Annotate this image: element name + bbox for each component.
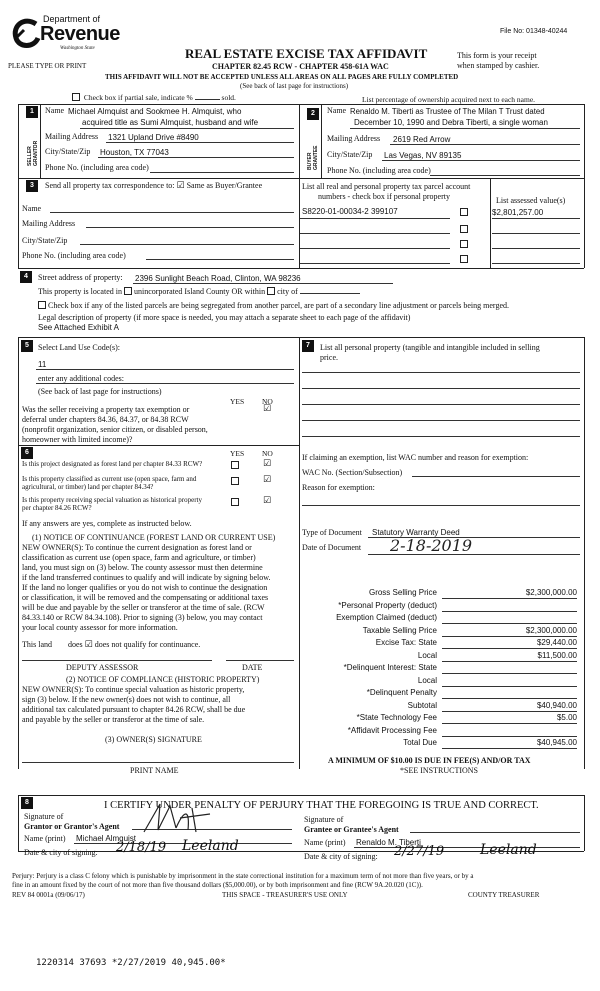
tax-row: Taxable Selling Price $2,300,000.00 <box>362 625 577 635</box>
grantee-sig-label1: Signature of <box>304 815 344 824</box>
buyer-name-line2[interactable]: December 10, 1990 and Debra Tiberti, a single woman <box>354 118 548 127</box>
section-5-badge: 5 <box>21 340 33 352</box>
if-yes-text: If any answers are yes, complete as instructed below. <box>22 519 192 528</box>
parcel-header2: numbers - check box if personal property <box>318 192 450 201</box>
s6-yes-header: YES <box>230 449 245 458</box>
perjury-line1: Perjury: Perjury is a class C felony which is punishable by imprisonment in the state correctional institution for a maximum term of not more than five years, or by a <box>12 872 474 880</box>
forest-no-checkbox[interactable]: ☑ <box>263 459 272 469</box>
dept-line1: Department of <box>43 14 101 24</box>
reason-label: Reason for exemption: <box>302 483 375 492</box>
perjury-line2: fine in an amount fixed by the court of not more than five thousand dollars ($5,000.00), or by both imprisonment and fine (RCW 9A.20.020 (1C)). <box>12 881 423 889</box>
street-label: Street address of property: <box>38 273 123 282</box>
grantor-sig-label1: Signature of <box>24 812 64 821</box>
tax-row: Exemption Claimed (deduct) <box>302 613 582 626</box>
file-number: File No: 01348-40244 <box>500 28 568 35</box>
exemption-q4: homeowner with limited income)? <box>22 435 133 444</box>
buyer-city-label: City/State/Zip <box>327 150 373 159</box>
grantee-name-label: Name (print) <box>304 838 346 847</box>
s5-yes-header: YES <box>230 397 245 406</box>
assessed-value[interactable]: $2,801,257.00 <box>492 208 544 217</box>
tax-row: Local $11,500.00 <box>417 650 577 660</box>
section-6-badge: 6 <box>21 447 33 459</box>
parcel-checkbox-2[interactable] <box>460 225 468 233</box>
city-checkbox[interactable] <box>267 287 275 295</box>
grantee-city-value[interactable]: Leeland <box>480 842 537 858</box>
notice-compliance: (2) NOTICE OF COMPLIANCE (HISTORIC PROPERTY) NEW OWNER(S): To continue special valuation as historic property, sign (3) below. If the new owner(s) does not wish to continue, all additional tax calculated pursuant to chapter 84.26 RCW, shall be due and payable by the seller or transferor at the time of sale. <box>22 675 260 724</box>
doc-type-label: Type of Document <box>302 528 362 537</box>
section-1-badge: 1 <box>26 106 38 118</box>
land-use-code[interactable]: 11 <box>38 360 47 369</box>
buyer-phone-label: Phone No. (including area code) <box>327 166 431 175</box>
partial-sale-label: Check box if partial sale, indicate % sold. <box>72 92 236 103</box>
exemption-q1: Was the seller receiving a property tax exemption or <box>22 405 190 414</box>
buyer-mailing-label: Mailing Address <box>327 134 381 143</box>
seller-side-label: SELLER GRANTOR <box>27 140 39 166</box>
grantee-date-label: Date & city of signing: <box>304 852 378 861</box>
s6-no-header: NO <box>262 449 273 458</box>
current-use-yes-checkbox[interactable] <box>231 477 239 485</box>
s3-city-label: City/State/Zip <box>22 236 68 245</box>
see-instructions: *SEE INSTRUCTIONS <box>400 766 479 775</box>
owner-signature-label: (3) OWNER(S) SIGNATURE <box>105 735 202 744</box>
historic-yes-checkbox[interactable] <box>231 498 239 506</box>
seller-city-value[interactable]: Houston, TX 77043 <box>100 148 169 157</box>
logo <box>10 14 130 68</box>
ownership-note: List percentage of ownership acquired next to each name. <box>362 95 536 104</box>
grantor-name-value[interactable]: Michael Almquist <box>76 834 137 843</box>
grantee-sig-label2: Grantee or Grantee's Agent <box>304 825 399 834</box>
located-text: This property is located in unincorporated Island County OR within city of <box>38 286 360 297</box>
wac-no-label: WAC No. (Section/Subsection) <box>302 468 403 477</box>
form-title: REAL ESTATE EXCISE TAX AFFIDAVIT <box>185 46 428 61</box>
segregated-checkbox[interactable] <box>38 301 46 309</box>
rev-number: REV 84 0001a (09/06/17) <box>12 891 85 899</box>
grantor-sig-label2: Grantor or Grantor's Agent <box>24 822 120 831</box>
warning-text: THIS AFFIDAVIT WILL NOT BE ACCEPTED UNLESS ALL AREAS ON ALL PAGES ARE FULLY COMPLETED <box>105 73 459 81</box>
seller-phone-label: Phone No. (including area code) <box>45 163 149 172</box>
grantor-date-value[interactable]: 2/18/19 <box>116 840 167 855</box>
parcel-checkbox-4[interactable] <box>460 255 468 263</box>
receipt-line2: when stamped by cashier. <box>457 61 540 70</box>
doc-date-label: Date of Document <box>302 543 362 552</box>
buyer-name-line1[interactable]: Renaldo M. Tiberti as Trustee of The Milan T Trust dated <box>350 107 545 116</box>
print-name-label: PRINT NAME <box>130 766 179 775</box>
historic-q2: per chapter 84.26 RCW? <box>22 504 92 512</box>
same-as-buyer-checkbox[interactable]: ☑ <box>176 181 185 191</box>
minimum-fee-note: A MINIMUM OF $10.00 IS DUE IN FEE(S) AND/OR TAX <box>328 756 531 765</box>
tax-row: *Affidavit Processing Fee <box>302 726 582 739</box>
treasurer-use: THIS SPACE - TREASURER'S USE ONLY <box>222 891 348 899</box>
legal-value[interactable]: See Attached Exhibit A <box>38 323 119 332</box>
grantor-name-label: Name (print) <box>24 834 66 843</box>
dept-logo-text: Revenue <box>40 23 120 45</box>
s3-phone-label: Phone No. (including area code) <box>22 251 126 260</box>
buyer-name-label: Name <box>327 106 347 115</box>
buyer-city-value[interactable]: Las Vegas, NV 89135 <box>384 151 462 160</box>
tax-row: *State Technology Fee $5.00 <box>356 713 577 722</box>
historic-q1: Is this property receiving special valuation as historical property <box>22 496 203 504</box>
forest-land-q: Is this project designated as forest land per chapter 84.33 RCW? <box>22 460 203 468</box>
additional-codes-label: enter any additional codes: <box>38 374 124 383</box>
section-8-badge: 8 <box>21 797 33 809</box>
seller-name-line2[interactable]: acquired title as Sumi Almquist, husband and wife <box>82 118 259 127</box>
partial-sale-checkbox[interactable] <box>72 93 80 101</box>
notice-continuance: (1) NOTICE OF CONTINUANCE (FOREST LAND OR CURRENT USE) NEW OWNER(S): To continue the current designation as forest land or classification as current use (open space, farm and agriculture, or timber) land, you must sign on (3) below. The county assessor must then determine if the land transferred continues to qualify and will indicate by signing below. If the land no longer qualifies or you do not wish to continue the designation or classification, it will be removed and the compensating or additional taxes will be due and payable by the seller or transferor at the time of sale. (RCW 84.33.140 or RCW 84.34.108). Prior to signing (3) below, you may contact your local county assessor for more information. <box>22 533 276 632</box>
tax-row: *Delinquent Penalty <box>302 688 582 701</box>
grantor-date-label: Date & city of signing: <box>24 848 98 857</box>
buyer-mailing-value[interactable]: 2619 Red Arrow <box>393 135 451 144</box>
grantor-signature-icon[interactable] <box>140 800 220 836</box>
s5-see-back: (See back of last page for instructions) <box>38 387 162 396</box>
grantor-city-value[interactable]: Leeland <box>182 838 239 854</box>
seller-name-label: Name <box>45 106 65 115</box>
revenue-logo-icon <box>10 16 42 50</box>
tax-row: *Delinquent Interest: State <box>302 663 582 676</box>
tax-row: Subtotal $40,940.00 <box>407 700 577 710</box>
deputy-date-label: DATE <box>242 663 263 672</box>
seller-city-label: City/State/Zip <box>45 147 91 156</box>
unincorporated-checkbox[interactable] <box>124 287 132 295</box>
send-correspondence-label: Send all property tax correspondence to: ☑ Same as Buyer/Grantee <box>45 181 263 191</box>
s5-no-header: NO <box>262 397 273 406</box>
dept-state: Washington State <box>60 46 95 51</box>
parcel-header1: List all real and personal property tax parcel account <box>302 182 471 191</box>
seller-mailing-value[interactable]: 1321 Upland Drive #8490 <box>108 133 199 142</box>
historic-no-checkbox[interactable]: ☑ <box>263 496 272 506</box>
exemption-q3: (nonprofit organization, senior citizen, or disabled person, <box>22 425 208 434</box>
segregated-text: Check box if any of the listed parcels are being segregated from another parcel, are part of a secondary line adjustment or parcels being merged. <box>38 300 598 311</box>
assessed-header: List assessed value(s) <box>496 196 566 205</box>
doc-type-value[interactable]: Statutory Warranty Deed <box>372 528 460 537</box>
parcel-checkbox-3[interactable] <box>460 240 468 248</box>
section-3-badge: 3 <box>26 180 38 192</box>
section-4-badge: 4 <box>20 271 32 283</box>
receipt-line1: This form is your receipt <box>457 51 537 60</box>
personal-property-label1: List all personal property (tangible and intangible included in selling <box>320 343 540 352</box>
parcel-number[interactable]: S8220-01-00034-2 399107 <box>302 207 398 216</box>
seller-name-line1[interactable]: Michael Almquist and Sookmee H. Almquist, who <box>68 107 242 116</box>
section-2-badge: 2 <box>307 108 319 120</box>
exemption-q2: deferral under chapters 84.36, 84.37, or 84.38 RCW <box>22 415 189 424</box>
tax-row: Gross Selling Price $2,300,000.00 <box>368 588 577 597</box>
deputy-assessor-label: DEPUTY ASSESSOR <box>66 663 139 672</box>
seller-mailing-label: Mailing Address <box>45 132 99 141</box>
wac-claim-label: If claiming an exemption, list WAC number and reason for exemption: <box>302 453 529 462</box>
land-qualify-text: This land does ☑ does not qualify for continuance. <box>22 640 201 650</box>
doc-date-value[interactable]: 2-18-2019 <box>390 536 473 555</box>
please-type: PLEASE TYPE OR PRINT <box>8 62 87 70</box>
current-use-q2: agricultural, or timber) land per chapter 84.34? <box>22 483 154 491</box>
tax-row: Total Due $40,945.00 <box>403 738 577 747</box>
section-7-badge: 7 <box>302 340 314 352</box>
buyer-side-label: BUYER GRANTEE <box>307 145 319 170</box>
current-use-no-checkbox[interactable]: ☑ <box>263 475 272 485</box>
land-use-label: Select Land Use Code(s): <box>38 343 120 352</box>
does-qualify-checkbox[interactable]: ☑ <box>84 640 93 650</box>
certify-text: I CERTIFY UNDER PENALTY OF PERJURY THAT THE FOREGOING IS TRUE AND CORRECT. <box>104 800 539 811</box>
see-back-text: (See back of last page for instructions) <box>240 82 349 90</box>
s3-mailing-label: Mailing Address <box>22 219 76 228</box>
street-value[interactable]: 2396 Sunlight Beach Road, Clinton, WA 98236 <box>135 274 301 283</box>
parcel-checkbox-1[interactable] <box>460 208 468 216</box>
personal-property-label2: price. <box>320 353 338 362</box>
county-treasurer: COUNTY TREASURER <box>468 891 540 899</box>
forest-yes-checkbox[interactable] <box>231 461 239 469</box>
form-chapter: CHAPTER 82.45 RCW - CHAPTER 458-61A WAC <box>212 62 389 71</box>
grantee-name-value[interactable]: Renaldo M. Tiberti <box>356 838 421 847</box>
grantee-date-value[interactable]: 2/27/19 <box>394 844 445 859</box>
tax-row: *Personal Property (deduct) <box>302 601 582 614</box>
exemption-no-checkbox[interactable]: ☑ <box>263 404 272 414</box>
tax-table <box>302 588 582 751</box>
current-use-q1: Is this property classified as current use (open space, farm and <box>22 475 197 483</box>
legal-label: Legal description of property (if more space is needed, you may attach a separate sheet to each page of the affidavit) <box>38 313 411 322</box>
tax-row: Excise Tax: State $29,440.00 <box>375 638 577 647</box>
s3-name-label: Name <box>22 204 42 213</box>
tax-row: Local <box>302 676 582 689</box>
receipt-stamp: 1220314 37693 *2/27/2019 40,945.00* <box>36 958 226 968</box>
